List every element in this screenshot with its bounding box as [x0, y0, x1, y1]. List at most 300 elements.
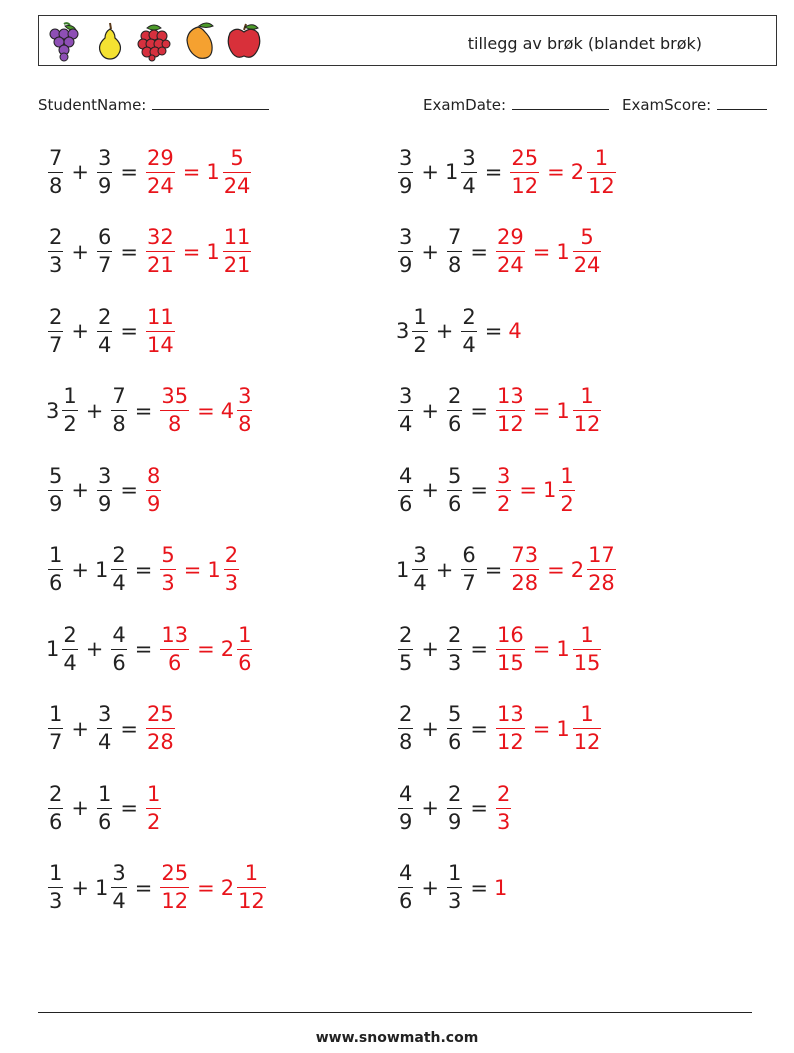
problem-12 — [396, 538, 618, 602]
mixed-number — [445, 704, 464, 753]
equals-sign: = — [532, 398, 551, 423]
mixed-number — [46, 227, 65, 276]
denominator: 12 — [588, 173, 615, 198]
plus-sign: + — [71, 160, 89, 184]
denominator: 15 — [496, 650, 524, 675]
plus-sign: + — [421, 478, 439, 502]
mixed-number — [46, 145, 65, 198]
fraction — [160, 545, 175, 594]
whole-part: 1 — [444, 160, 459, 184]
fraction — [224, 545, 239, 594]
problem-9 — [46, 458, 163, 522]
fraction — [62, 386, 77, 435]
fraction — [237, 386, 252, 435]
denominator: 2 — [63, 412, 77, 436]
exam-date-label: ExamDate: — [423, 96, 507, 114]
fraction — [573, 386, 602, 435]
numerator: 16 — [496, 622, 524, 647]
problem-18 — [396, 776, 513, 840]
fraction — [398, 463, 413, 516]
numerator: 1 — [580, 622, 594, 647]
denominator: 4 — [97, 332, 112, 357]
denominator: 4 — [462, 173, 476, 198]
equals-sign: = — [532, 239, 551, 264]
mixed-number — [396, 227, 415, 276]
exam-date-blank[interactable] — [512, 95, 609, 110]
denominator: 8 — [447, 253, 462, 277]
exam-score-label: ExamScore: — [622, 96, 712, 114]
equals-sign: = — [120, 478, 138, 502]
answer — [158, 545, 177, 594]
denominator: 6 — [49, 571, 63, 595]
problem-14 — [396, 617, 603, 681]
denominator: 24 — [146, 173, 174, 198]
whole-part: 2 — [570, 160, 585, 184]
equals-sign: = — [183, 557, 202, 582]
denominator: 28 — [146, 730, 174, 754]
fraction — [48, 227, 63, 276]
mixed-number — [396, 704, 415, 753]
mixed-number — [444, 145, 479, 198]
fraction — [48, 463, 63, 516]
numerator: 1 — [63, 384, 77, 408]
fraction — [97, 781, 112, 834]
footer-divider — [38, 1012, 752, 1013]
plus-sign: + — [421, 875, 439, 900]
fraction — [412, 304, 427, 357]
denominator: 15 — [573, 650, 601, 675]
denominator: 8 — [112, 412, 126, 436]
answer — [158, 863, 191, 912]
equals-sign: = — [120, 796, 138, 820]
answer — [206, 145, 253, 198]
denominator: 8 — [160, 410, 189, 435]
denominator: 3 — [49, 889, 63, 913]
numerator: 3 — [399, 145, 413, 170]
equals-sign: = — [134, 875, 153, 900]
denominator: 9 — [97, 491, 112, 516]
answer — [144, 304, 177, 357]
numerator: 5 — [49, 463, 63, 488]
fraction — [48, 145, 63, 198]
equals-sign: = — [197, 398, 215, 423]
numerator: 11 — [146, 304, 174, 329]
numerator: 32 — [146, 225, 174, 249]
equals-sign: = — [134, 557, 153, 582]
mixed-number — [109, 622, 128, 675]
equals-sign: = — [519, 478, 537, 502]
fraction — [587, 545, 616, 594]
denominator: 8 — [238, 412, 252, 436]
mixed-number — [396, 304, 430, 357]
whole-part: 1 — [493, 875, 508, 900]
mixed-number — [396, 781, 415, 834]
whole-part: 1 — [396, 557, 410, 582]
whole-part: 3 — [396, 319, 410, 343]
equals-sign: = — [532, 637, 551, 661]
equals-sign: = — [120, 239, 138, 264]
fraction — [447, 386, 462, 435]
worksheet-title: tillegg av brøk (blandet brøk) — [467, 34, 702, 53]
denominator: 9 — [97, 173, 112, 198]
denominator: 6 — [447, 730, 462, 754]
equals-sign: = — [470, 239, 488, 264]
answer — [556, 622, 603, 675]
numerator: 1 — [447, 861, 462, 885]
fraction — [398, 227, 413, 276]
numerator: 7 — [447, 225, 462, 249]
denominator: 3 — [161, 571, 175, 595]
numerator: 8 — [146, 463, 161, 488]
denominator: 24 — [573, 253, 601, 277]
numerator: 3 — [462, 145, 476, 170]
denominator: 21 — [146, 253, 174, 277]
denominator: 12 — [238, 889, 265, 913]
numerator: 1 — [49, 702, 63, 726]
equals-sign: = — [470, 637, 488, 661]
numerator: 25 — [161, 861, 189, 885]
numerator: 5 — [161, 543, 175, 567]
fraction — [447, 863, 462, 912]
denominator: 9 — [49, 491, 63, 516]
fraction — [447, 622, 462, 675]
denominator: 9 — [399, 809, 413, 834]
problem-8 — [396, 379, 603, 443]
answer — [220, 622, 255, 675]
student-name-blank[interactable] — [152, 95, 269, 110]
denominator: 4 — [413, 571, 427, 595]
denominator: 6 — [447, 412, 462, 436]
plus-sign: + — [421, 716, 439, 741]
plus-sign: + — [421, 637, 439, 661]
denominator: 12 — [496, 412, 524, 436]
fraction — [237, 863, 266, 912]
numerator: 4 — [399, 781, 413, 806]
mixed-number — [95, 545, 129, 594]
denominator: 4 — [112, 571, 126, 595]
mixed-number — [396, 863, 415, 912]
denominator: 8 — [49, 173, 63, 198]
whole-part: 1 — [542, 478, 557, 502]
fraction — [496, 781, 511, 834]
mixed-number — [95, 863, 129, 912]
fraction — [461, 545, 476, 594]
numerator: 25 — [511, 145, 539, 170]
denominator: 4 — [462, 332, 476, 357]
fraction — [573, 704, 602, 753]
fraction — [559, 463, 574, 516]
problem-17 — [46, 776, 163, 840]
fraction — [447, 781, 462, 834]
fraction — [48, 545, 63, 594]
fraction — [111, 545, 126, 594]
mixed-number — [396, 386, 415, 435]
whole-part: 1 — [206, 160, 220, 184]
raspberry-icon — [133, 20, 175, 62]
equals-sign: = — [134, 398, 153, 423]
whole-part: 4 — [220, 398, 235, 423]
numerator: 1 — [580, 384, 594, 408]
denominator: 2 — [413, 332, 427, 357]
answer — [144, 781, 163, 834]
equals-sign: = — [120, 716, 138, 741]
fraction — [510, 545, 539, 594]
denominator: 6 — [238, 650, 252, 675]
denominator: 12 — [511, 173, 539, 198]
plus-sign: + — [71, 557, 89, 582]
footer-url: www.snowmath.com — [315, 1030, 479, 1046]
fraction — [496, 622, 525, 675]
fraction — [223, 227, 252, 276]
denominator: 3 — [447, 650, 462, 675]
numerator: 1 — [97, 781, 112, 806]
answer — [508, 319, 522, 343]
numerator: 2 — [399, 702, 413, 726]
numerator: 1 — [413, 304, 427, 329]
numerator: 5 — [447, 463, 462, 488]
student-name-label: StudentName: — [38, 96, 147, 114]
fraction — [398, 386, 413, 435]
denominator: 12 — [573, 412, 601, 436]
numerator: 2 — [49, 781, 63, 806]
numerator: 1 — [49, 543, 63, 567]
fraction — [398, 145, 413, 198]
fraction — [496, 227, 525, 276]
plus-sign: + — [85, 398, 104, 423]
mango-icon — [179, 20, 221, 62]
fraction — [412, 545, 427, 594]
numerator: 7 — [112, 384, 126, 408]
denominator: 6 — [160, 649, 189, 674]
mixed-number — [396, 622, 415, 675]
mixed-number — [396, 463, 415, 516]
problem-1 — [46, 140, 253, 204]
fraction — [447, 704, 462, 753]
numerator: 2 — [447, 622, 462, 647]
mixed-number — [445, 781, 464, 834]
answer — [508, 545, 541, 594]
denominator: 3 — [224, 571, 239, 595]
equals-sign: = — [120, 160, 138, 184]
fraction — [510, 145, 539, 198]
numerator: 2 — [447, 781, 462, 806]
numerator: 3 — [97, 145, 112, 170]
fraction — [97, 704, 112, 753]
fraction — [48, 781, 63, 834]
denominator: 4 — [97, 730, 112, 754]
answer — [158, 386, 191, 435]
fraction — [62, 622, 77, 675]
exam-date-field[interactable] — [423, 95, 609, 114]
mixed-number — [396, 145, 415, 198]
numerator: 1 — [560, 463, 574, 488]
denominator: 7 — [49, 730, 63, 754]
numerator: 35 — [161, 384, 189, 408]
mixed-number — [95, 704, 114, 753]
numerator: 29 — [496, 225, 524, 249]
numerator: 1 — [580, 702, 594, 726]
answer — [207, 545, 241, 594]
numerator: 2 — [462, 304, 476, 329]
mixed-number — [46, 386, 80, 435]
mixed-number — [46, 304, 65, 357]
problem-3 — [46, 220, 253, 284]
answer — [144, 227, 177, 276]
fraction — [97, 463, 112, 516]
answer — [494, 781, 513, 834]
numerator: 1 — [146, 781, 161, 806]
fraction — [146, 704, 175, 753]
fraction — [398, 622, 413, 675]
plus-sign: + — [71, 319, 89, 343]
whole-part: 4 — [508, 319, 522, 343]
fraction — [496, 463, 511, 516]
plus-sign: + — [71, 716, 89, 741]
mixed-number — [95, 781, 114, 834]
mixed-number — [109, 386, 128, 435]
fraction — [573, 622, 602, 675]
denominator: 12 — [161, 889, 189, 913]
answer — [144, 463, 163, 516]
fraction — [111, 386, 126, 435]
fraction — [237, 622, 252, 675]
whole-part: 1 — [556, 637, 570, 661]
denominator: 9 — [399, 253, 413, 277]
numerator: 2 — [112, 543, 126, 567]
numerator: 1 — [244, 861, 259, 885]
mixed-number — [445, 622, 464, 675]
equals-sign: = — [182, 239, 201, 264]
equals-sign: = — [532, 716, 551, 741]
denominator: 3 — [496, 809, 511, 834]
fraction — [146, 227, 175, 276]
student-name-field[interactable] — [38, 95, 269, 114]
mixed-number — [95, 463, 114, 516]
denominator: 2 — [496, 491, 511, 516]
answer — [542, 463, 577, 516]
numerator: 3 — [399, 225, 413, 249]
mixed-number — [46, 622, 80, 675]
fraction — [146, 145, 175, 198]
numerator: 3 — [97, 702, 112, 726]
numerator: 3 — [112, 861, 126, 885]
fraction — [160, 863, 189, 912]
answer — [221, 386, 255, 435]
answer — [494, 227, 527, 276]
denominator: 7 — [97, 253, 112, 277]
equals-sign: = — [547, 557, 565, 582]
answer — [494, 622, 527, 675]
plus-sign: + — [421, 398, 439, 423]
problem-16 — [396, 697, 603, 761]
equals-sign: = — [182, 160, 201, 184]
equals-sign: = — [120, 319, 138, 343]
fraction — [111, 622, 126, 675]
whole-part: 1 — [94, 875, 109, 900]
answer — [144, 145, 177, 198]
whole-part: 1 — [556, 239, 570, 264]
apple-icon — [223, 20, 265, 62]
plus-sign: + — [71, 239, 89, 264]
denominator: 12 — [573, 730, 601, 754]
numerator: 5 — [580, 225, 594, 249]
whole-part: 1 — [556, 716, 570, 741]
grapes-icon — [43, 20, 85, 62]
denominator: 8 — [399, 730, 413, 754]
problem-4 — [396, 220, 603, 284]
mixed-number — [459, 304, 478, 357]
denominator: 28 — [511, 571, 539, 595]
denominator: 14 — [146, 332, 174, 357]
numerator: 2 — [224, 543, 239, 567]
fraction — [447, 463, 462, 516]
mixed-number — [95, 304, 114, 357]
whole-part: 1 — [94, 557, 109, 582]
problem-11 — [46, 538, 241, 602]
fraction — [587, 145, 616, 198]
numerator: 2 — [496, 781, 511, 806]
fraction — [146, 463, 161, 516]
problem-5 — [46, 299, 177, 363]
numerator: 17 — [588, 543, 615, 567]
numerator: 2 — [49, 225, 63, 249]
fraction — [496, 386, 525, 435]
equals-sign: = — [547, 160, 565, 184]
plus-sign: + — [421, 796, 439, 820]
numerator: 3 — [413, 543, 427, 567]
whole-part: 1 — [46, 637, 60, 661]
numerator: 4 — [112, 622, 126, 647]
fraction — [398, 781, 413, 834]
exam-score-field[interactable] — [622, 95, 767, 114]
mixed-number — [445, 227, 464, 276]
denominator: 2 — [560, 491, 574, 516]
problem-10 — [396, 458, 577, 522]
numerator: 5 — [230, 145, 244, 170]
answer — [556, 386, 603, 435]
plus-sign: + — [435, 557, 454, 582]
fraction — [146, 304, 175, 357]
denominator: 6 — [399, 889, 413, 913]
plus-sign: + — [71, 796, 89, 820]
fraction — [97, 227, 112, 276]
fraction — [48, 704, 63, 753]
numerator: 29 — [146, 145, 174, 170]
numerator: 5 — [447, 702, 462, 726]
numerator: 2 — [49, 304, 63, 329]
numerator: 4 — [399, 861, 413, 885]
equals-sign: = — [470, 716, 488, 741]
whole-part: 3 — [46, 398, 60, 423]
mixed-number — [46, 545, 65, 594]
denominator: 4 — [63, 650, 77, 675]
exam-score-blank[interactable] — [717, 95, 767, 110]
answer — [144, 704, 177, 753]
mixed-number — [46, 863, 65, 912]
numerator: 2 — [399, 622, 413, 647]
fraction — [461, 304, 476, 357]
denominator: 9 — [399, 173, 413, 198]
numerator: 2 — [97, 304, 112, 329]
plus-sign: + — [435, 319, 454, 343]
denominator: 6 — [112, 650, 126, 675]
fraction — [496, 704, 525, 753]
denominator: 12 — [496, 730, 524, 754]
answer — [221, 863, 268, 912]
whole-part: 1 — [207, 557, 221, 582]
answer — [494, 386, 527, 435]
equals-sign: = — [197, 875, 215, 900]
